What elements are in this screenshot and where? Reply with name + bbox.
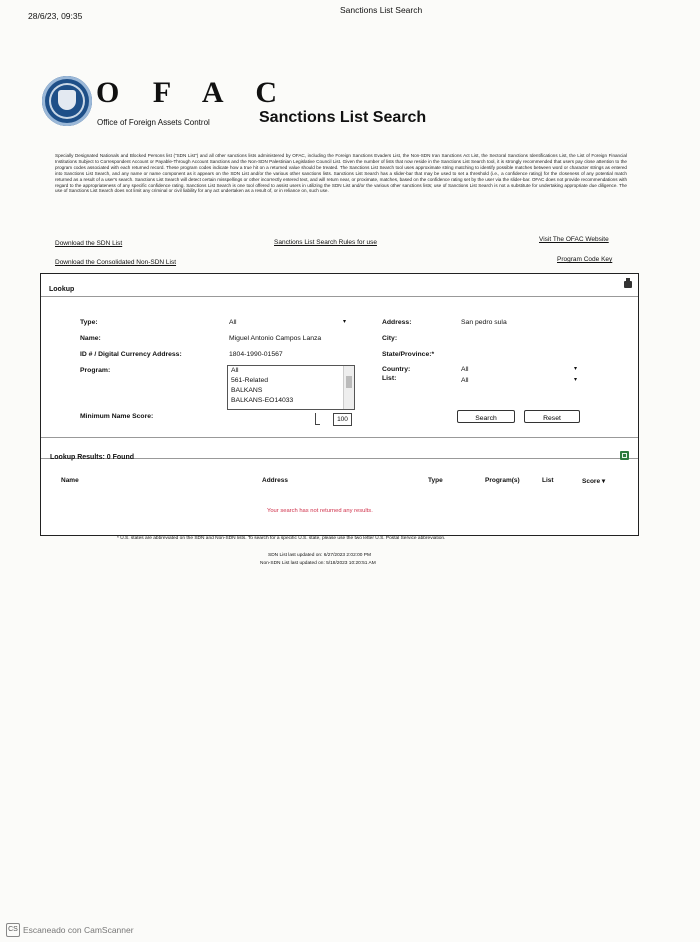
non-sdn-updated: Non-SDN List last updated on: 5/18/2023 10:20:51 AM (260, 561, 376, 566)
program-scrollbar[interactable] (343, 366, 354, 409)
camscanner-icon: CS (6, 923, 20, 937)
state-input[interactable] (461, 351, 581, 360)
program-option[interactable]: BALKANS (231, 387, 263, 394)
treasury-seal-icon (42, 76, 92, 126)
type-chevron-down-icon[interactable]: ▾ (343, 319, 347, 325)
name-input[interactable]: Miguel Antonio Campos Lanza (229, 335, 322, 342)
lookup-title: Lookup (49, 286, 75, 293)
list-chevron-down-icon[interactable]: ▾ (574, 377, 578, 383)
program-label: Program: (80, 367, 111, 374)
program-code-key-link[interactable]: Program Code Key (557, 256, 613, 263)
download-consolidated-link[interactable]: Download the Consolidated Non-SDN List (55, 259, 177, 266)
list-label: List: (382, 375, 397, 382)
state-footnote: * U.S. states are abbreviated on the SDN and Non-SDN lists. To search for a specific U.S. state, please use the two letter U.S. Postal Service abbreviation. (117, 536, 446, 541)
intro-paragraph: Specially Designated Nationals and Blocked Persons list ("SDN List") and all other sanctions lists administered by OFAC, including the Foreign Sanctions Evaders List, the Non-SDN Iran Sanctions Act List, the Sectoral Sanctions Identifications List, the List of Foreign Financial Institutions Subject to Correspondent Account or Payable-Through Account Sanctions and the Non-SDN Palestinian Legislative Council List. Given the number of lists that now reside in the Sanctions List Search tool, it is strongly recommended that users pay close attention to the program codes associated with each returned record. These program codes indicate how a true hit on a returned value should be treated. The Sanctions List Search tool uses approximate string matching to identify possible matches between word or character strings as entered into Sanctions List Search, and any name or name component as it appears on the SDN List and/or the various other sanctions lists. Sanctions List Search has a slider-bar that may be used to set a threshold (i.e., a confidence rating) for the closeness of any potential match returned as a result of a user's search. Sanctions List Search will detect certain misspellings or other incorrectly entered text, and will return near, or proximate, matches, based on the confidence rating set by the user via the slider-bar. OFAC does not provide recommendations with regard to the appropriateness of any specific confidence rating. Sanctions List Search is one tool offered to assist users in utilizing the SDN List and/or the various other sanctions lists; use of Sanctions List Search is not a substitute for undertaking appropriate due diligence. The use of Sanctions List Search does not limit any criminal or civil liability for any act undertaken as a result of, or in reliance on, such use. (55, 153, 627, 194)
col-score[interactable]: Score ▾ (582, 478, 606, 485)
sdn-updated: SDN List last updated on: 6/27/2023 2:02:00 PM (268, 553, 371, 558)
print-icon[interactable] (624, 281, 632, 288)
min-score-input[interactable]: 100 (333, 413, 352, 426)
download-sdn-link[interactable]: Download the SDN List (55, 240, 123, 247)
type-select[interactable]: All (229, 319, 237, 326)
col-name[interactable]: Name (61, 477, 79, 484)
lookup-panel-header (41, 274, 638, 297)
search-button[interactable]: Search (457, 410, 515, 423)
scrollbar-thumb[interactable] (346, 376, 352, 388)
min-score-label: Minimum Name Score: (80, 413, 154, 420)
program-option[interactable]: All (231, 367, 239, 374)
reset-button[interactable]: Reset (524, 410, 580, 423)
col-type[interactable]: Type (428, 477, 443, 484)
ofac-logo-text: O F A C (96, 76, 291, 109)
type-label: Type: (80, 319, 98, 326)
country-label: Country: (382, 366, 411, 373)
id-input[interactable]: 1804-1990-01567 (229, 351, 283, 358)
id-label: ID # / Digital Currency Address: (80, 351, 182, 358)
visit-ofac-link[interactable]: Visit The OFAC Website (539, 236, 609, 243)
ofac-logo-subtitle: Office of Foreign Assets Control (97, 118, 210, 127)
address-label: Address: (382, 319, 412, 326)
page-title: Sanctions List Search (259, 109, 427, 126)
col-list[interactable]: List (542, 477, 554, 484)
program-option[interactable]: 561-Related (231, 377, 269, 384)
name-label: Name: (80, 335, 101, 342)
print-header-title: Sanctions List Search (340, 5, 423, 15)
program-option[interactable]: BALKANS-EO14033 (231, 397, 294, 404)
score-slider[interactable] (315, 413, 320, 425)
city-label: City: (382, 335, 398, 342)
country-select[interactable]: All (461, 366, 469, 373)
excel-export-icon[interactable] (620, 451, 629, 460)
program-listbox[interactable] (227, 365, 355, 410)
country-chevron-down-icon[interactable]: ▾ (574, 366, 578, 372)
print-date: 28/6/23, 09:35 (28, 11, 83, 21)
results-title: Lookup Results: 0 Found (50, 454, 134, 461)
camscanner-watermark: Escaneado con CamScanner (23, 925, 134, 935)
city-input[interactable] (461, 335, 581, 344)
address-input[interactable]: San pedro sula (461, 319, 507, 326)
no-results-message: Your search has not returned any results. (267, 508, 373, 514)
col-address[interactable]: Address (262, 477, 289, 484)
col-programs[interactable]: Program(s) (485, 477, 520, 484)
rules-for-use-link[interactable]: Sanctions List Search Rules for use (274, 239, 377, 246)
lookup-panel (40, 273, 639, 536)
state-label: State/Province:* (382, 351, 435, 358)
list-select[interactable]: All (461, 377, 469, 384)
